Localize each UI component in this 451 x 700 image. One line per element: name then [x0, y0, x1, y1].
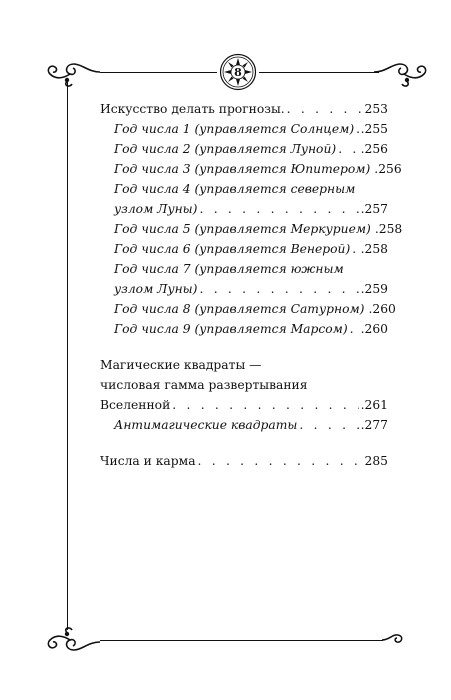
table-of-contents [100, 99, 403, 471]
toc-entry-title: Год числа 1 (управляется Солнцем) [114, 122, 355, 136]
toc-entry-title-line: Магические квадраты — [100, 358, 262, 372]
toc-leader-dots [287, 99, 363, 119]
toc-entry-title: Числа и карма [100, 454, 196, 468]
toc-entry[interactable] [100, 119, 388, 139]
toc-entry-page: 285 [364, 454, 388, 468]
toc-entry-title-line: Вселенной [100, 398, 171, 412]
toc-entry-title: Год числа 5 (управляется Меркурием) [114, 222, 371, 236]
toc-leader-dots [299, 415, 358, 435]
toc-entry-page: .256 [374, 162, 402, 176]
toc-entry-title: Год числа 9 (управляется Марсом) [114, 322, 348, 336]
toc-leader-dots [199, 279, 358, 299]
frame-top-line-left [100, 72, 217, 73]
toc-leader-dots [198, 451, 363, 471]
toc-leader-dots [338, 139, 358, 159]
toc-entry[interactable] [100, 355, 388, 415]
toc-leader-dots [356, 119, 358, 139]
toc-entry[interactable] [100, 179, 388, 219]
toc-entry[interactable] [100, 451, 388, 471]
toc-entry-page: .260 [360, 322, 388, 336]
toc-entry-title: Искусство делать прогнозы. [100, 102, 285, 116]
toc-entry[interactable] [100, 239, 388, 259]
toc-leader-dots [199, 199, 358, 219]
page-number: 8 [234, 65, 242, 79]
frame-bottom-line [100, 640, 383, 641]
frame-top-line-right [259, 72, 379, 73]
toc-section-gap [100, 435, 388, 451]
ornament-bottom-right-icon [380, 632, 410, 650]
toc-entry-page: .261 [360, 398, 388, 412]
toc-section-gap [100, 339, 388, 355]
toc-entry-page: .256 [360, 142, 388, 156]
toc-entry[interactable] [100, 299, 396, 319]
toc-entry-page: 253 [364, 102, 388, 116]
toc-leader-dots [172, 395, 358, 415]
toc-entry-page: .257 [360, 202, 388, 216]
toc-entry[interactable] [100, 259, 388, 299]
corner-ornament-top-right-icon [372, 58, 432, 90]
toc-entry-page: .260 [368, 302, 396, 316]
corner-ornament-top-left-icon [42, 58, 102, 90]
toc-entry-page: .258 [360, 242, 388, 256]
toc-entry[interactable] [100, 159, 402, 179]
toc-entry-title-line: узлом Луны) [114, 282, 198, 296]
toc-entry-title-line: Год числа 7 (управляется южным [114, 262, 344, 276]
toc-entry-title: Год числа 3 (управляется Юпитером) [114, 162, 371, 176]
toc-entry[interactable] [100, 139, 388, 159]
toc-entry-page: .255 [360, 122, 388, 136]
toc-leader-dots [352, 239, 358, 259]
page-number-badge [219, 53, 257, 91]
toc-entry[interactable] [100, 99, 388, 119]
toc-entry-page: .259 [360, 282, 388, 296]
toc-entry[interactable] [100, 415, 388, 435]
toc-entry-title-line: числовая гамма развертывания [100, 378, 308, 392]
frame-left-line [67, 82, 68, 630]
toc-entry-title: Антимагические квадраты [114, 418, 298, 432]
toc-entry[interactable] [100, 319, 388, 339]
toc-entry-page: .258 [374, 222, 403, 236]
toc-entry-page: .277 [360, 418, 388, 432]
toc-entry-title-line: Год числа 4 (управляется северным [114, 182, 356, 196]
toc-entry-title: Год числа 2 (управляется Луной) [114, 142, 337, 156]
toc-entry[interactable] [100, 219, 403, 239]
toc-entry-title-line: узлом Луны) [114, 202, 198, 216]
toc-leader-dots [350, 319, 359, 339]
toc-entry-title: Год числа 8 (управляется Сатурном) [114, 302, 365, 316]
toc-entry-title: Год числа 6 (управляется Венерой) [114, 242, 351, 256]
corner-ornament-bottom-left-icon [42, 624, 102, 656]
